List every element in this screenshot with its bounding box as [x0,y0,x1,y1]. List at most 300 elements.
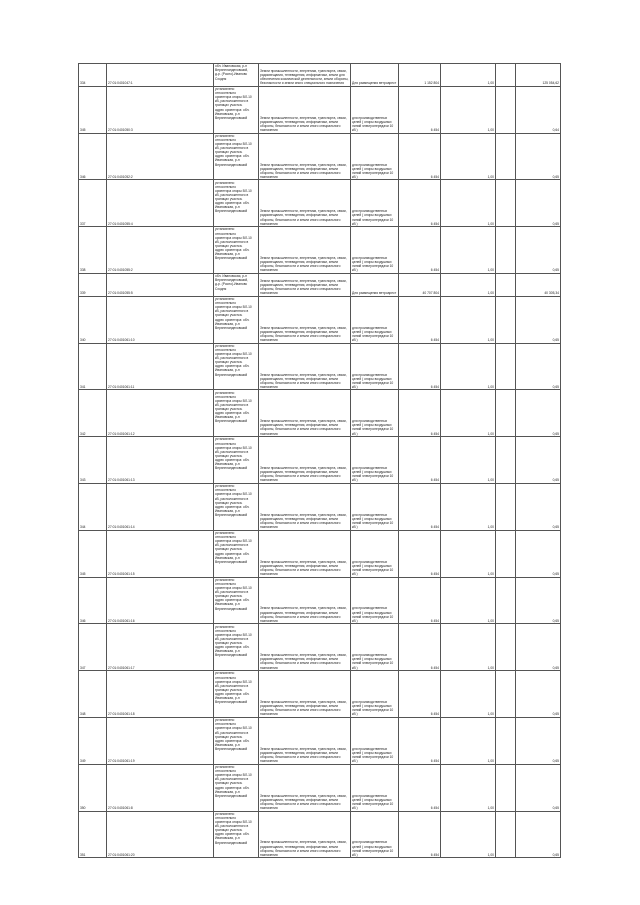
description-line: ориентира опоры ВЛ-10 [215,820,252,825]
description-line: ориентира опоры ВЛ-10 [215,726,252,731]
land-category: Земли промышленности, энергетики, транспорта, связи, радиовещания, телевидения, информатики, земли обороны, безопасности и земли иного специального назначения [259,764,351,811]
description-line: Верхнеландеховский [215,606,248,611]
plot-description [214,180,259,227]
permitted-use: для производственных целей ( опоры воздушных линий электропередачи 10 кВ ) [351,86,399,133]
cadastral-number: 27:01:0401055:5 [107,273,214,296]
empty-cell [496,764,516,811]
description-line: адрес ориентира: обл. [215,107,250,112]
description-line: установлено [215,227,235,232]
description-line: Ивановская, р-н [215,836,240,841]
table-row [79,483,561,530]
cadastral-number: 27:01:0401061:20 [107,811,214,858]
permitted-use: для производственных целей ( опоры воздушных линий электропередачи 10 кВ ) [351,577,399,624]
permitted-use: для производственных целей ( опоры воздушных линий электропередачи 10 кВ ) [351,180,399,227]
description-line: относительно [215,347,236,352]
description-line: ориентира опоры ВЛ-10 [215,632,252,637]
description-line: кВ, расположенного в [215,683,249,688]
permitted-use: Для размещения ветроарест [351,64,399,87]
description-line: Верхнеландеховский [215,162,248,167]
cadastral-number: 27:01:0401055:4 [107,180,214,227]
row-number: 346 [79,577,107,624]
row-number: 343 [79,437,107,484]
table-row [79,671,561,718]
row-number: 334 [79,64,107,87]
description-line: Ивановская, р-н [215,252,240,257]
description-line: границах участка. [215,734,243,739]
cadastral-number: 27:01:0401061:8 [107,764,214,811]
description-line: границах участка. [215,641,243,646]
cadastral-value: 0,65 [516,624,561,671]
plot-area: 6 454 [399,577,441,624]
description-line: кВ, расположенного в [215,777,249,782]
rent-period: 1,00 [441,530,496,577]
cadastral-value: 0,65 [516,483,561,530]
description-line: кВ, расположенного в [215,402,249,407]
description-line: Ивановская, р-н [215,321,240,326]
cadastral-value: 0,65 [516,437,561,484]
description-line: относительно [215,535,236,540]
land-category: Земли промышленности, энергетики, транспорта, связи, радиовещания, телевидения, информатики, земли обороны, безопасности и земли иного специального назначения [259,530,351,577]
description-line: относительно [215,769,236,774]
description-line: Верхнеландеховский, [215,278,249,283]
description-line: относительно [215,91,236,96]
description-line: установлено [215,87,235,92]
plot-area: 6 454 [399,180,441,227]
description-line: относительно [215,675,236,680]
empty-cell [496,64,516,87]
description-line: адрес ориентира: обл. [215,645,250,650]
description-line: адрес ориентира: обл. [215,738,250,743]
plot-area: 40 707 804 [399,273,441,296]
plot-description [214,437,259,484]
description-line: установлено [215,180,235,185]
table-row [79,764,561,811]
description-line: Ивановская, р-н [215,158,240,163]
description-line: ориентира опоры ВЛ-10 [215,679,252,684]
description-line: Верхнеландеховский [215,840,248,845]
description-line: границах участка. [215,150,243,155]
plot-description [214,624,259,671]
description-line: установлено [215,390,235,395]
description-line: Сходня [215,76,227,81]
empty-cell [496,811,516,858]
plot-area: 6 454 [399,717,441,764]
permitted-use: для производственных целей ( опоры воздушных линий электропередачи 10 кВ ) [351,671,399,718]
description-line: адрес ориентира: обл. [215,247,250,252]
description-line: относительно [215,441,236,446]
land-category: Земли промышленности, энергетики, транспорта, связи, радиовещания, телевидения, информатики, земли обороны, безопасности и земли иного специального назначения [259,577,351,624]
rent-period: 1,00 [441,671,496,718]
description-line: ориентира опоры ВЛ-10 [215,95,252,100]
permitted-use: для производственных целей ( опоры воздушных линий электропередачи 10 кВ ) [351,227,399,274]
description-line: ориентира опоры ВЛ-10 [215,188,252,193]
land-category: Земли промышленности, энергетики, транспорта, связи, радиовещания, телевидения, информатики, земли обороны, безопасности и земли иного специального назначения [259,717,351,764]
description-line: границах участка. [215,594,243,599]
description-line: Сходня [215,286,227,291]
description-line: Верхнеландеховский [215,793,248,798]
cadastral-value: 0,65 [516,530,561,577]
description-line: границах участка. [215,547,243,552]
land-category: Земли промышленности, энергетики, транспорта, связи, радиовещания, телевидения, информатики, земли обороны, безопасности и земли иного специального назначения [259,390,351,437]
description-line: ориентира опоры ВЛ-10 [215,445,252,450]
permitted-use: для производственных целей ( опоры воздушных линий электропередачи 10 кВ ) [351,343,399,390]
plot-description [214,343,259,390]
description-line: адрес ориентира: обл. [215,598,250,603]
rent-period: 1,00 [441,437,496,484]
land-category: Земли промышленности, энергетики, транспорта, связи, радиовещания, телевидения, информатики, земли обороны, безопасности и земли иного специального назначения [259,437,351,484]
description-line: Ивановская, р-н [215,508,240,513]
description-line: Ивановская, р-н [215,368,240,373]
description-line: Ивановская, р-н [215,696,240,701]
table-row [79,273,561,296]
description-line: ориентира опоры ВЛ-10 [215,398,252,403]
description-line: установлено [215,671,235,676]
land-category: Земли промышленности, энергетики, транспорта, связи, радиовещания, телевидения, информатики, земли обороны, безопасности и земли иного специального назначения [259,86,351,133]
empty-cell [496,180,516,227]
land-category: Земли промышленности, энергетики, транспорта, связи, радиовещания, телевидения, информатики, земли обороны, безопасности и земли иного специального назначения [259,483,351,530]
description-line: Ивановская, р-н [215,462,240,467]
description-line: кВ, расположенного в [215,449,249,454]
cadastral-number: 27:01:0401061:13 [107,437,214,484]
plot-description [214,296,259,343]
description-line: относительно [215,488,236,493]
permitted-use: для производственных целей ( опоры воздушных линий электропередачи 10 кВ ) [351,296,399,343]
plot-description [214,764,259,811]
rent-period: 1,00 [441,227,496,274]
description-line: кВ, расположенного в [215,730,249,735]
description-line: относительно [215,581,236,586]
description-line: установлено [215,624,235,629]
description-line: адрес ориентира: обл. [215,691,250,696]
description-line: Ивановская, р-н [215,742,240,747]
description-line: Верхнеландеховский [215,115,248,120]
description-line: адрес ориентира: обл. [215,457,250,462]
empty-cell [496,273,516,296]
empty-cell [496,530,516,577]
empty-cell [496,133,516,180]
table-row [79,86,561,133]
table-row [79,133,561,180]
plot-description [214,86,259,133]
description-line: относительно [215,722,236,727]
description-line: установлено [215,484,235,489]
rent-period: 1,00 [441,390,496,437]
table-row [79,530,561,577]
description-line: кВ, расположенного в [215,239,249,244]
description-line: Ивановская, р-н [215,649,240,654]
table-row [79,577,561,624]
row-number: 351 [79,811,107,858]
plot-area: 6 454 [399,437,441,484]
description-line: относительно [215,815,236,820]
permitted-use: для производственных целей ( опоры воздушных линий электропередачи 10 кВ ) [351,811,399,858]
cadastral-number: 27:01:0401061:11 [107,343,214,390]
description-line: границах участка. [215,243,243,248]
rent-period: 1,00 [441,343,496,390]
description-line: Ивановская, р-н [215,205,240,210]
description-line: адрес ориентира: обл. [215,411,250,416]
plot-description [214,577,259,624]
description-line: кВ, расположенного в [215,99,249,104]
table-row [79,717,561,764]
rent-period: 1,00 [441,64,496,87]
empty-cell [496,437,516,484]
cadastral-number: 27:01:0401047:1 [107,64,214,87]
empty-cell [496,671,516,718]
description-line: относительно [215,184,236,189]
description-line: границах участка. [215,500,243,505]
cadastral-value: 0,65 [516,390,561,437]
description-line: обл. Ивановская, р-н [215,274,247,279]
row-number: 342 [79,390,107,437]
description-line: границах участка. [215,828,243,833]
description-line: кВ, расположенного в [215,496,249,501]
description-line: Верхнеландеховский [215,466,248,471]
rent-period: 1,00 [441,133,496,180]
cadastral-number: 27:01:0401061:14 [107,483,214,530]
description-line: адрес ориентира: обл. [215,785,250,790]
cadastral-number: 27:01:0401061:12 [107,390,214,437]
table-row [79,343,561,390]
cadastral-number: 27:01:0401061:15 [107,530,214,577]
description-line: адрес ориентира: обл. [215,201,250,206]
description-line: кВ, расположенного в [215,590,249,595]
row-number: 341 [79,343,107,390]
description-line: установлено [215,437,235,442]
rent-period: 1,00 [441,624,496,671]
permitted-use: для производственных целей ( опоры воздушных линий электропередачи 10 кВ ) [351,133,399,180]
plot-area: 6 454 [399,133,441,180]
description-line: Верхнеландеховский [215,372,248,377]
empty-cell [496,624,516,671]
land-category: Земли промышленности, энергетики, транспорта, связи, радиовещания, телевидения, информатики, земли обороны, безопасности и земли иного специального назначения [259,624,351,671]
cadastral-number: 27:01:0401061:16 [107,577,214,624]
description-line: границах участка. [215,781,243,786]
plot-area: 6 454 [399,227,441,274]
description-line: Верхнеландеховский [215,559,248,564]
row-number: 350 [79,764,107,811]
empty-cell [496,227,516,274]
description-line: границах участка. [215,687,243,692]
description-line: кВ, расположенного в [215,309,249,314]
description-line: ориентира опоры ВЛ-10 [215,773,252,778]
cadastral-value: 0,65 [516,577,561,624]
description-line: ориентира опоры ВЛ-10 [215,235,252,240]
land-category: Земли промышленности, энергетики, транспорта, связи, радиовещания, телевидения, информатики, земли обороны, безопасности и земли иного специального назначения [259,180,351,227]
description-line: Верхнеландеховский, [215,68,249,73]
row-number: 338 [79,227,107,274]
row-number: 340 [79,296,107,343]
table-row [79,296,561,343]
plot-description [214,390,259,437]
permitted-use: для производственных целей ( опоры воздушных линий электропередачи 10 кВ ) [351,624,399,671]
permitted-use: для производственных целей ( опоры воздушных линий электропередачи 10 кВ ) [351,717,399,764]
permitted-use: Для размещения ветроарест [351,273,399,296]
land-category: Земли промышленности, энергетики, транспорта, связи, радиовещания, телевидения, информатики, земли для обеспечения космической деятельности, земли обороны, безопасности и земли иного специального назначения [259,64,351,87]
table-row [79,227,561,274]
land-category: Земли промышленности, энергетики, транспорта, связи, радиовещания, телевидения, информатики, земли обороны, безопасности и земли иного специального назначения [259,671,351,718]
description-line: адрес ориентира: обл. [215,364,250,369]
land-category: Земли промышленности, энергетики, транспорта, связи, радиовещания, телевидения, информатики, земли обороны, безопасности и земли иного специального назначения [259,227,351,274]
description-line: адрес ориентира: обл. [215,154,250,159]
row-number: 345 [79,530,107,577]
description-line: границах участка. [215,407,243,412]
plot-description [214,227,259,274]
description-line: установлено [215,718,235,723]
description-line: установлено [215,531,235,536]
description-line: Ивановская, р-н [215,555,240,560]
land-category: Земли промышленности, энергетики, транспорта, связи, радиовещания, телевидения, информатики, земли обороны, безопасности и земли иного специального назначения [259,273,351,296]
description-line: установлено [215,811,235,816]
description-line: границах участка. [215,313,243,318]
empty-cell [496,483,516,530]
description-line: адрес ориентира: обл. [215,832,250,837]
table-row [79,811,561,858]
permitted-use: для производственных целей ( опоры воздушных линий электропередачи 10 кВ ) [351,530,399,577]
plot-description [214,530,259,577]
rent-period: 1,00 [441,180,496,227]
description-line: Верхнеландеховский [215,512,248,517]
empty-cell [496,86,516,133]
description-line: адрес ориентира: обл. [215,317,250,322]
description-line: Верхнеландеховский [215,325,248,330]
row-number: 339 [79,273,107,296]
description-line: относительно [215,394,236,399]
description-line: установлено [215,343,235,348]
plot-area: 6 454 [399,296,441,343]
row-number: 348 [79,671,107,718]
row-number: 345 [79,86,107,133]
description-line: кВ, расположенного в [215,636,249,641]
row-number: 347 [79,624,107,671]
cadastral-value: 0,65 [516,133,561,180]
cadastral-number: 27:01:0401052:2 [107,133,214,180]
description-line: Верхнеландеховский [215,209,248,214]
land-plots-table [78,63,561,858]
plot-area: 6 454 [399,343,441,390]
description-line: границах участка. [215,360,243,365]
description-line: кВ, расположенного в [215,146,249,151]
description-line: установлено [215,297,235,302]
description-line: Ивановская, р-н [215,602,240,607]
description-line: границах участка. [215,103,243,108]
description-line: Верхнеландеховский [215,653,248,658]
table-row [79,180,561,227]
description-line: установлено [215,133,235,138]
plot-area: 6 454 [399,483,441,530]
description-line: обл. Ивановская, р-н [215,64,247,69]
plot-area: 6 454 [399,624,441,671]
plot-description [214,671,259,718]
description-line: ориентира опоры ВЛ-10 [215,586,252,591]
plot-description [214,811,259,858]
empty-cell [496,343,516,390]
empty-cell [496,390,516,437]
rent-period: 1,00 [441,577,496,624]
table-row [79,437,561,484]
plot-description [214,717,259,764]
cadastral-number: 27:01:0401061:18 [107,671,214,718]
plot-area: 6 454 [399,671,441,718]
description-line: кВ, расположенного в [215,824,249,829]
cadastral-value: 40 305,34 [516,273,561,296]
description-line: ориентира опоры ВЛ-10 [215,492,252,497]
description-line: адрес ориентира: обл. [215,551,250,556]
description-line: ориентира опоры ВЛ-10 [215,352,252,357]
empty-cell [496,717,516,764]
cadastral-value: 0,65 [516,180,561,227]
description-line: Верхнеландеховский [215,746,248,751]
description-line: ориентира опоры ВЛ-10 [215,539,252,544]
cadastral-number: 27:01:0401061:19 [107,717,214,764]
plot-description [214,64,259,87]
cadastral-value: 0,65 [516,811,561,858]
rent-period: 1,00 [441,764,496,811]
description-line: Ивановская, р-н [215,415,240,420]
table-row [79,390,561,437]
description-line: д-р. (Росно)-Ивановс [215,72,248,77]
rent-period: 1,00 [441,717,496,764]
description-line: установлено [215,577,235,582]
cadastral-number: 27:01:0401050:3 [107,86,214,133]
cadastral-number: 27:01:0401061:10 [107,296,214,343]
table-row [79,64,561,87]
row-number: 344 [79,483,107,530]
description-line: Ивановская, р-н [215,789,240,794]
rent-period: 1,00 [441,483,496,530]
plot-area: 6 454 [399,390,441,437]
plot-area: 1 152 804 [399,64,441,87]
permitted-use: для производственных целей ( опоры воздушных линий электропередачи 10 кВ ) [351,437,399,484]
rent-period: 1,00 [441,811,496,858]
description-line: относительно [215,301,236,306]
plot-area: 6 454 [399,764,441,811]
empty-cell [496,296,516,343]
permitted-use: для производственных целей ( опоры воздушных линий электропередачи 10 кВ ) [351,764,399,811]
cadastral-value: 0,65 [516,343,561,390]
cadastral-value: 125 054,62 [516,64,561,87]
description-line: Верхнеландеховский [215,256,248,261]
description-line: кВ, расположенного в [215,356,249,361]
plot-area: 6 454 [399,530,441,577]
row-number: 346 [79,133,107,180]
description-line: границах участка. [215,453,243,458]
description-line: относительно [215,628,236,633]
cadastral-value: 0,65 [516,717,561,764]
land-category: Земли промышленности, энергетики, транспорта, связи, радиовещания, телевидения, информатики, земли обороны, безопасности и земли иного специального назначения [259,133,351,180]
land-category: Земли промышленности, энергетики, транспорта, связи, радиовещания, телевидения, информатики, земли обороны, безопасности и земли иного специального назначения [259,811,351,858]
cadastral-value: 0,65 [516,227,561,274]
cadastral-value: 0,64 [516,86,561,133]
rent-period: 1,00 [441,273,496,296]
land-category: Земли промышленности, энергетики, транспорта, связи, радиовещания, телевидения, информатики, земли обороны, безопасности и земли иного специального назначения [259,296,351,343]
plot-description [214,133,259,180]
plot-area: 6 454 [399,811,441,858]
row-number: 337 [79,180,107,227]
plot-description [214,483,259,530]
description-line: кВ, расположенного в [215,192,249,197]
permitted-use: для производственных целей ( опоры воздушных линий электропередачи 10 кВ ) [351,390,399,437]
plot-area: 6 454 [399,86,441,133]
description-line: ориентира опоры ВЛ-10 [215,142,252,147]
empty-cell [496,577,516,624]
description-line: границах участка. [215,197,243,202]
cadastral-value: 0,65 [516,296,561,343]
cadastral-number: 27:01:0401055:2 [107,227,214,274]
cadastral-value: 0,65 [516,671,561,718]
description-line: Верхнеландеховский [215,419,248,424]
rent-period: 1,00 [441,296,496,343]
